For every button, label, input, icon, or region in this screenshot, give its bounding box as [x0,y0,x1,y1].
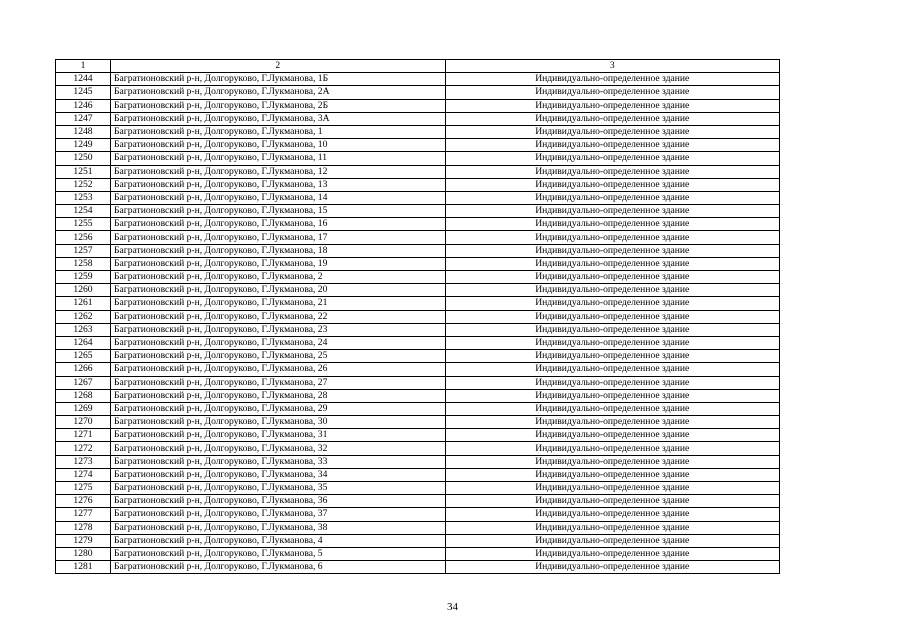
row-number-cell: 1268 [56,389,111,402]
table-row [56,152,780,165]
table-row [56,429,780,442]
address-cell: Багратионовский р-н, Долгоруково, Г.Лукманова, 32 [111,442,446,455]
address-cell: Багратионовский р-н, Долгоруково, Г.Лукманова, 30 [111,416,446,429]
row-number-cell: 1254 [56,205,111,218]
address-cell: Багратионовский р-н, Долгоруково, Г.Лукманова, 36 [111,495,446,508]
row-number-cell: 1279 [56,534,111,547]
object-type-cell: Индивидуально-определенное здание [445,508,780,521]
row-number-cell: 1274 [56,468,111,481]
address-cell: Багратионовский р-н, Долгоруково, Г.Лукманова, 2 [111,271,446,284]
row-number-cell: 1272 [56,442,111,455]
object-type-cell: Индивидуально-определенное здание [445,482,780,495]
table-row [56,165,780,178]
row-number-cell: 1260 [56,284,111,297]
row-number-cell: 1248 [56,125,111,138]
object-type-cell: Индивидуально-определенное здание [445,139,780,152]
address-cell: Багратионовский р-н, Долгоруково, Г.Лукманова, 27 [111,376,446,389]
row-number-cell: 1259 [56,271,111,284]
object-type-cell: Индивидуально-определенное здание [445,165,780,178]
address-cell: Багратионовский р-н, Долгоруково, Г.Лукманова, 22 [111,310,446,323]
table-row [56,205,780,218]
address-cell: Багратионовский р-н, Долгоруково, Г.Лукманова, 28 [111,389,446,402]
object-type-cell: Индивидуально-определенное здание [445,416,780,429]
table-row [56,521,780,534]
object-type-cell: Индивидуально-определенное здание [445,561,780,574]
object-type-cell: Индивидуально-определенное здание [445,257,780,270]
table-row [56,442,780,455]
address-cell: Багратионовский р-н, Долгоруково, Г.Лукманова, 1 [111,125,446,138]
table-row [56,402,780,415]
row-number-cell: 1276 [56,495,111,508]
row-number-cell: 1256 [56,231,111,244]
table-row [56,271,780,284]
object-type-cell: Индивидуально-определенное здание [445,547,780,560]
row-number-cell: 1273 [56,455,111,468]
address-cell: Багратионовский р-н, Долгоруково, Г.Лукманова, 2Б [111,99,446,112]
object-type-cell: Индивидуально-определенное здание [445,323,780,336]
row-number-cell: 1267 [56,376,111,389]
row-number-cell: 1264 [56,336,111,349]
address-cell: Багратионовский р-н, Долгоруково, Г.Лукманова, 2А [111,86,446,99]
address-cell: Багратионовский р-н, Долгоруково, Г.Лукманова, 37 [111,508,446,521]
address-cell: Багратионовский р-н, Долгоруково, Г.Лукманова, 18 [111,244,446,257]
table-row [56,482,780,495]
table-row [56,547,780,560]
object-type-cell: Индивидуально-определенное здание [445,521,780,534]
row-number-cell: 1250 [56,152,111,165]
table-row [56,508,780,521]
table-row [56,376,780,389]
address-cell: Багратионовский р-н, Долгоруково, Г.Лукманова, 25 [111,350,446,363]
row-number-cell: 1253 [56,191,111,204]
table-row [56,257,780,270]
object-type-cell: Индивидуально-определенное здание [445,218,780,231]
table-row [56,534,780,547]
table-row [56,112,780,125]
address-cell: Багратионовский р-н, Долгоруково, Г.Лукманова, 4 [111,534,446,547]
address-cell: Багратионовский р-н, Долгоруково, Г.Лукманова, 26 [111,363,446,376]
table-row [56,244,780,257]
table-row [56,73,780,86]
table-row [56,363,780,376]
row-number-cell: 1265 [56,350,111,363]
table-row [56,310,780,323]
row-number-cell: 1275 [56,482,111,495]
table-row [56,416,780,429]
object-type-cell: Индивидуально-определенное здание [445,402,780,415]
object-type-cell: Индивидуально-определенное здание [445,205,780,218]
row-number-cell: 1252 [56,178,111,191]
table-row [56,389,780,402]
row-number-cell: 1269 [56,402,111,415]
address-cell: Багратионовский р-н, Долгоруково, Г.Лукманова, 35 [111,482,446,495]
row-number-cell: 1261 [56,297,111,310]
object-type-cell: Индивидуально-определенное здание [445,336,780,349]
address-cell: Багратионовский р-н, Долгоруково, Г.Лукманова, 29 [111,402,446,415]
object-type-cell: Индивидуально-определенное здание [445,389,780,402]
address-cell: Багратионовский р-н, Долгоруково, Г.Лукманова, 14 [111,191,446,204]
table-row [56,323,780,336]
table-row [56,284,780,297]
object-type-cell: Индивидуально-определенное здание [445,350,780,363]
row-number-cell: 1278 [56,521,111,534]
property-table [55,59,780,574]
object-type-cell: Индивидуально-определенное здание [445,495,780,508]
table-row [56,468,780,481]
address-cell: Багратионовский р-н, Долгоруково, Г.Лукманова, 33 [111,455,446,468]
row-number-cell: 1266 [56,363,111,376]
header-cell-3: 3 [445,60,780,73]
object-type-cell: Индивидуально-определенное здание [445,310,780,323]
row-number-cell: 1257 [56,244,111,257]
table-header-row [56,60,780,73]
row-number-cell: 1277 [56,508,111,521]
object-type-cell: Индивидуально-определенное здание [445,191,780,204]
object-type-cell: Индивидуально-определенное здание [445,534,780,547]
row-number-cell: 1245 [56,86,111,99]
address-cell: Багратионовский р-н, Долгоруково, Г.Лукманова, 16 [111,218,446,231]
table-row [56,350,780,363]
address-cell: Багратионовский р-н, Долгоруково, Г.Лукманова, 12 [111,165,446,178]
address-cell: Багратионовский р-н, Долгоруково, Г.Лукманова, 11 [111,152,446,165]
object-type-cell: Индивидуально-определенное здание [445,284,780,297]
address-cell: Багратионовский р-н, Долгоруково, Г.Лукманова, 10 [111,139,446,152]
table-row [56,218,780,231]
row-number-cell: 1255 [56,218,111,231]
object-type-cell: Индивидуально-определенное здание [445,376,780,389]
object-type-cell: Индивидуально-определенное здание [445,297,780,310]
table-row [56,191,780,204]
object-type-cell: Индивидуально-определенное здание [445,429,780,442]
object-type-cell: Индивидуально-определенное здание [445,73,780,86]
address-cell: Багратионовский р-н, Долгоруково, Г.Лукманова, 17 [111,231,446,244]
address-cell: Багратионовский р-н, Долгоруково, Г.Лукманова, 34 [111,468,446,481]
object-type-cell: Индивидуально-определенное здание [445,125,780,138]
address-cell: Багратионовский р-н, Долгоруково, Г.Лукманова, 13 [111,178,446,191]
row-number-cell: 1271 [56,429,111,442]
object-type-cell: Индивидуально-определенное здание [445,455,780,468]
address-cell: Багратионовский р-н, Долгоруково, Г.Лукманова, 3А [111,112,446,125]
object-type-cell: Индивидуально-определенное здание [445,363,780,376]
row-number-cell: 1280 [56,547,111,560]
object-type-cell: Индивидуально-определенное здание [445,271,780,284]
header-cell-2: 2 [111,60,446,73]
table-row [56,455,780,468]
table-row [56,336,780,349]
row-number-cell: 1262 [56,310,111,323]
row-number-cell: 1281 [56,561,111,574]
table-row [56,86,780,99]
address-cell: Багратионовский р-н, Долгоруково, Г.Лукманова, 23 [111,323,446,336]
table-row [56,178,780,191]
object-type-cell: Индивидуально-определенное здание [445,99,780,112]
address-cell: Багратионовский р-н, Долгоруково, Г.Лукманова, 6 [111,561,446,574]
row-number-cell: 1251 [56,165,111,178]
table-row [56,231,780,244]
row-number-cell: 1244 [56,73,111,86]
row-number-cell: 1249 [56,139,111,152]
object-type-cell: Индивидуально-определенное здание [445,244,780,257]
row-number-cell: 1246 [56,99,111,112]
row-number-cell: 1263 [56,323,111,336]
table-row [56,139,780,152]
page-number: 34 [447,601,458,613]
object-type-cell: Индивидуально-определенное здание [445,86,780,99]
address-cell: Багратионовский р-н, Долгоруково, Г.Лукманова, 38 [111,521,446,534]
row-number-cell: 1258 [56,257,111,270]
address-cell: Багратионовский р-н, Долгоруково, Г.Лукманова, 19 [111,257,446,270]
object-type-cell: Индивидуально-определенное здание [445,231,780,244]
table-row [56,99,780,112]
row-number-cell: 1270 [56,416,111,429]
address-cell: Багратионовский р-н, Долгоруково, Г.Лукманова, 21 [111,297,446,310]
address-cell: Багратионовский р-н, Долгоруково, Г.Лукманова, 15 [111,205,446,218]
table-body [56,60,780,574]
address-cell: Багратионовский р-н, Долгоруково, Г.Лукманова, 1Б [111,73,446,86]
header-cell-1: 1 [56,60,111,73]
object-type-cell: Индивидуально-определенное здание [445,468,780,481]
table-row [56,297,780,310]
address-cell: Багратионовский р-н, Долгоруково, Г.Лукманова, 24 [111,336,446,349]
object-type-cell: Индивидуально-определенное здание [445,178,780,191]
object-type-cell: Индивидуально-определенное здание [445,442,780,455]
table-row [56,561,780,574]
address-cell: Багратионовский р-н, Долгоруково, Г.Лукманова, 20 [111,284,446,297]
address-cell: Багратионовский р-н, Долгоруково, Г.Лукманова, 31 [111,429,446,442]
address-cell: Багратионовский р-н, Долгоруково, Г.Лукманова, 5 [111,547,446,560]
table-row [56,495,780,508]
object-type-cell: Индивидуально-определенное здание [445,152,780,165]
row-number-cell: 1247 [56,112,111,125]
object-type-cell: Индивидуально-определенное здание [445,112,780,125]
table-row [56,125,780,138]
